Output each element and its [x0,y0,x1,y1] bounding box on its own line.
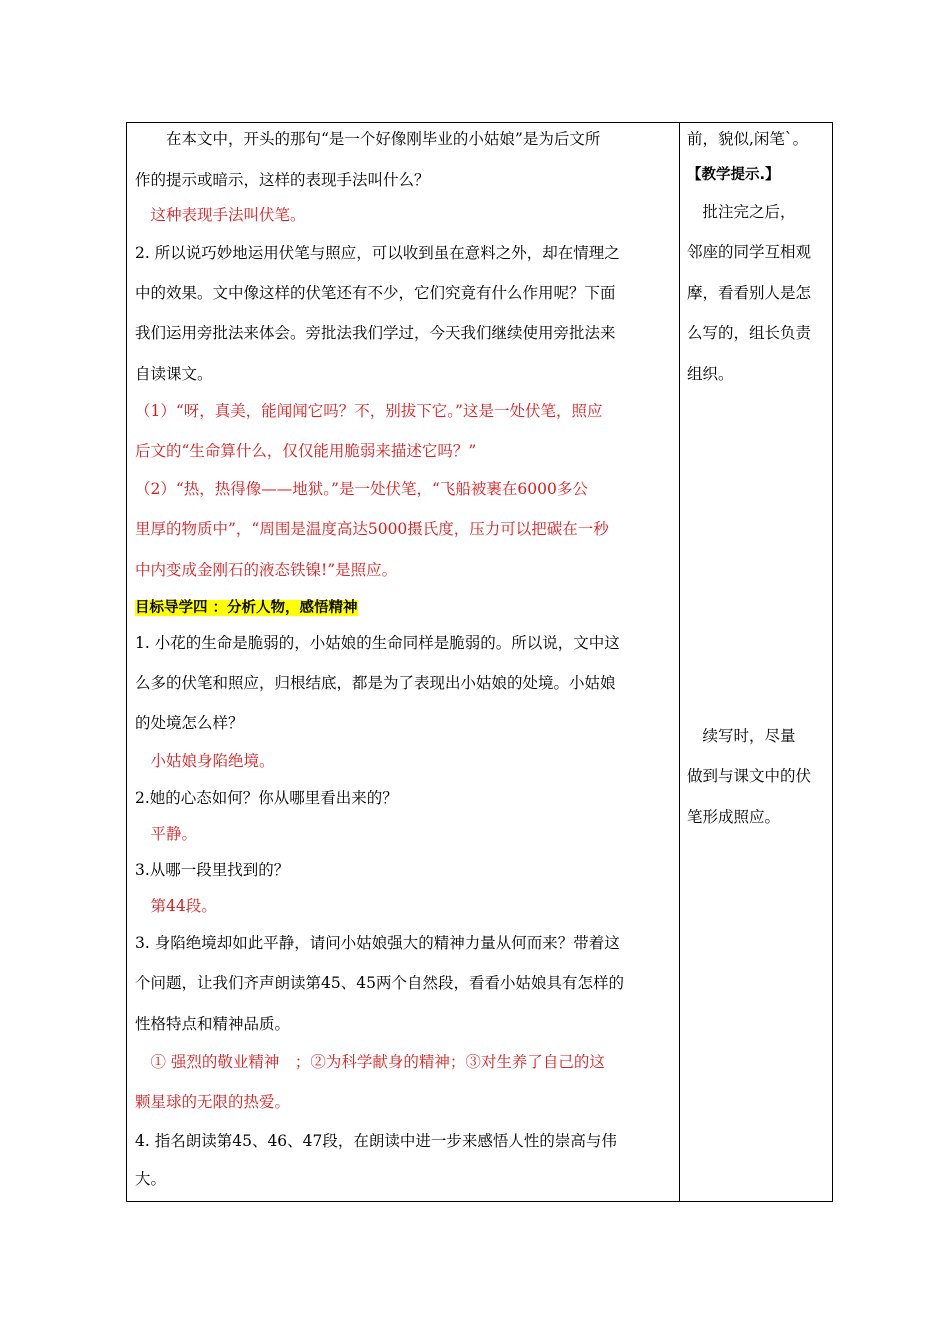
main-line: 中的效果。文中像这样的伏笔还有不少，它们究竟有什么作用呢？下面 [135,284,616,302]
main-line: 在本文中，开头的那句“是一个好像刚毕业的小姑娘”是为后文所 [135,130,601,148]
side-line: 前，貌似,闲笔`。 [687,130,809,148]
main-line: 我们运用旁批法来体会。旁批法我们学过，今天我们继续使用旁批法来 [135,324,616,342]
answer-line: （1）“呀，真美，能闻闻它吗？不，别拔下它。”这是一处伏笔，照应 [135,402,603,420]
side-line: 么写的，组长负责 [687,324,812,342]
main-line: 3.从哪一段里找到的？ [135,861,290,879]
side-line: 组织。 [687,365,734,383]
section-heading-text: 目标导学四 ：分析人物，感悟精神 [135,600,358,616]
main-line: 的处境怎么样？ [135,714,244,732]
main-line: 4. 指名朗读第45、46、47段，在朗读中进一步来感悟人性的崇高与伟 [135,1132,617,1150]
answer-line: 里厚的物质中”，“周围是温度高达5000摄氏度，压力可以把碳在一秒 [135,520,609,538]
section-heading [135,597,671,618]
main-line: 2. 所以说巧妙地运用伏笔与照应，可以收到虽在意料之外，却在情理之 [135,244,620,262]
side-line: 笔形成照应。 [687,808,781,826]
side-line: 续写时，尽量 [687,727,796,745]
answer-line: 小姑娘身陷绝境。 [135,752,275,770]
main-line: 么多的伏笔和照应，归根结底，都是为了表现出小姑娘的处境。小姑娘 [135,674,616,692]
answer-line: 后文的“生命算什么，仅仅能用脆弱来描述它吗？” [135,442,477,460]
main-line: 大。 [135,1170,167,1188]
teaching-tip-heading: 【教学提示.】 [687,167,780,183]
side-line: 做到与课文中的伏 [687,767,812,785]
main-line: 2.她的心态如何？你从哪里看出来的？ [135,789,398,807]
main-line: 自读课文。 [135,365,213,383]
answer-line: （2）“热，热得像——地狱。”是一处伏笔，“飞船被裹在6000多公 [135,480,588,498]
main-line: 性格特点和精神品质。 [135,1015,291,1033]
answer-line: 颗星球的无限的热爱。 [135,1093,291,1111]
main-line: 作的提示或暗示，这样的表现手法叫什么？ [135,171,430,189]
main-line: 个问题，让我们齐声朗读第45、45两个自然段，看看小姑娘具有怎样的 [135,974,624,992]
side-line: 邻座的同学互相观 [687,243,812,261]
answer-line: ① 强烈的敬业精神 ；②为科学献身的精神；③对生养了自己的这 [135,1053,605,1071]
answer-line: 平静。 [135,825,198,843]
side-line: 批注完之后， [687,203,796,221]
lesson-table [126,122,833,1202]
answer-line: 中内变成金刚石的液态铁镍!”是照应。 [135,561,398,579]
side-line: 摩，看看别人是怎 [687,284,812,302]
answer-line: 这种表现手法叫伏笔。 [135,206,306,224]
main-line: 3. 身陷绝境却如此平静，请问小姑娘强大的精神力量从何而来？带着这 [135,934,620,952]
main-line: 1. 小花的生命是脆弱的，小姑娘的生命同样是脆弱的。所以说，文中这 [135,634,620,652]
answer-line: 第44段。 [135,897,217,915]
column-divider [679,123,680,1201]
